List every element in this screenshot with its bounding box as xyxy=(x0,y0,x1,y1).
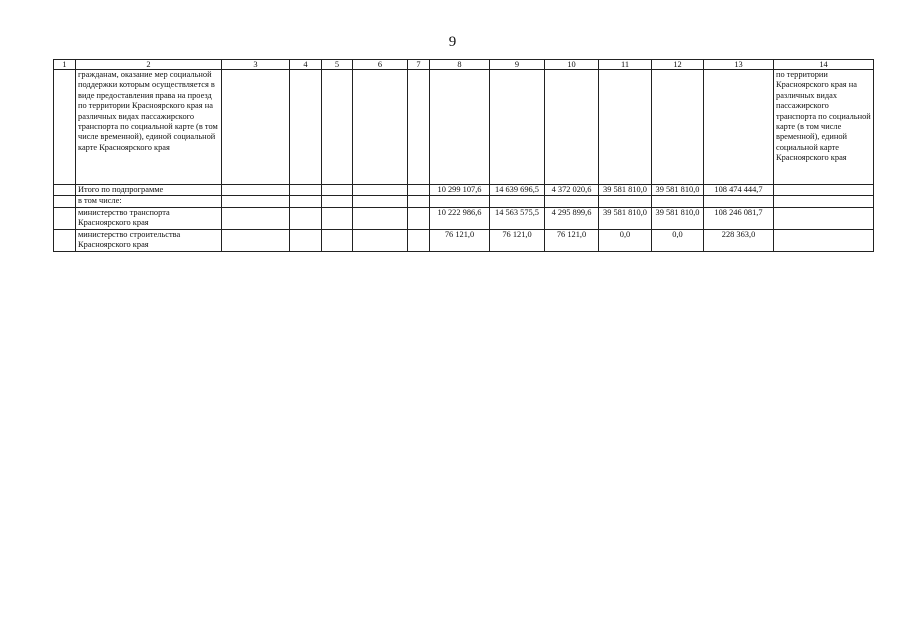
header-row xyxy=(54,60,874,70)
column-header-10: 10 xyxy=(545,60,599,70)
amount-cell: 4 372 020,6 xyxy=(545,185,599,196)
column-header-14: 14 xyxy=(774,60,874,70)
amount-cell: 76 121,0 xyxy=(490,229,545,251)
table-cell xyxy=(222,229,290,251)
row-label-cell: министерство строительства Красноярского края xyxy=(76,229,222,251)
table-cell xyxy=(408,207,430,229)
table-cell xyxy=(490,70,545,185)
table-cell xyxy=(774,185,874,196)
table-cell xyxy=(222,207,290,229)
amount-cell: 108 474 444,7 xyxy=(704,185,774,196)
amount-cell: 10 299 107,6 xyxy=(430,185,490,196)
table-cell xyxy=(545,70,599,185)
column-header-6: 6 xyxy=(353,60,408,70)
table-cell xyxy=(54,207,76,229)
table-cell xyxy=(290,70,322,185)
result-description-cell: по территории Красноярского края на различных видах пассажирского транспорта по социальной карте (в том числе временной), единой социальной карте Красноярского края xyxy=(774,70,874,185)
table-cell xyxy=(408,185,430,196)
page-number: 9 xyxy=(448,34,457,50)
table-cell xyxy=(490,196,545,207)
amount-cell: 76 121,0 xyxy=(545,229,599,251)
table-cell xyxy=(599,70,652,185)
table-row-ministry-construction xyxy=(54,229,874,251)
row-label-cell: Итого по подпрограмме xyxy=(76,185,222,196)
table-cell xyxy=(704,196,774,207)
table-cell xyxy=(430,196,490,207)
table-cell xyxy=(430,70,490,185)
table-cell xyxy=(322,70,353,185)
table-cell xyxy=(322,185,353,196)
amount-cell: 76 121,0 xyxy=(430,229,490,251)
column-header-11: 11 xyxy=(599,60,652,70)
table-cell xyxy=(774,196,874,207)
table-cell xyxy=(353,196,408,207)
column-header-1: 1 xyxy=(54,60,76,70)
amount-cell: 228 363,0 xyxy=(704,229,774,251)
table-cell xyxy=(322,229,353,251)
table-cell xyxy=(322,196,353,207)
column-header-12: 12 xyxy=(652,60,704,70)
table-cell xyxy=(54,196,76,207)
table-cell xyxy=(704,70,774,185)
amount-cell: 14 639 696,5 xyxy=(490,185,545,196)
table-cell xyxy=(54,185,76,196)
amount-cell: 0,0 xyxy=(652,229,704,251)
column-header-3: 3 xyxy=(222,60,290,70)
table-cell xyxy=(408,70,430,185)
table-cell xyxy=(353,207,408,229)
amount-cell: 39 581 810,0 xyxy=(652,207,704,229)
table-row-total xyxy=(54,185,874,196)
table-cell xyxy=(652,196,704,207)
column-header-8: 8 xyxy=(430,60,490,70)
column-header-5: 5 xyxy=(322,60,353,70)
amount-cell: 10 222 986,6 xyxy=(430,207,490,229)
table-cell xyxy=(353,70,408,185)
column-header-2: 2 xyxy=(76,60,222,70)
amount-cell: 14 563 575,5 xyxy=(490,207,545,229)
table-cell xyxy=(408,229,430,251)
table-cell xyxy=(545,196,599,207)
budget-table xyxy=(53,59,874,252)
amount-cell: 39 581 810,0 xyxy=(599,185,652,196)
column-header-7: 7 xyxy=(408,60,430,70)
amount-cell: 4 295 899,6 xyxy=(545,207,599,229)
description-cell: гражданам, оказание мер социальной поддержки которым осуществляется в виде предоставления права на проезд по территории Красноярского края на различных видах пассажирского транспорта по социальной карте (в том числе временной), единой социальной карте Красноярского края xyxy=(76,70,222,185)
table-row-description xyxy=(54,70,874,185)
table-cell xyxy=(322,207,353,229)
table-cell xyxy=(652,70,704,185)
table-cell xyxy=(353,229,408,251)
table-cell xyxy=(599,196,652,207)
row-label-cell: министерство транспорта Красноярского края xyxy=(76,207,222,229)
table-row-including xyxy=(54,196,874,207)
table-cell xyxy=(353,185,408,196)
amount-cell: 39 581 810,0 xyxy=(599,207,652,229)
table-cell xyxy=(290,207,322,229)
table-row-ministry-transport xyxy=(54,207,874,229)
amount-cell: 39 581 810,0 xyxy=(652,185,704,196)
column-header-4: 4 xyxy=(290,60,322,70)
amount-cell: 108 246 081,7 xyxy=(704,207,774,229)
table-cell xyxy=(222,196,290,207)
table-cell xyxy=(290,196,322,207)
table-cell xyxy=(222,70,290,185)
table-cell xyxy=(54,70,76,185)
table-cell xyxy=(290,185,322,196)
column-header-13: 13 xyxy=(704,60,774,70)
table-cell xyxy=(774,229,874,251)
amount-cell: 0,0 xyxy=(599,229,652,251)
table-cell xyxy=(222,185,290,196)
table-cell xyxy=(408,196,430,207)
column-header-9: 9 xyxy=(490,60,545,70)
table-cell xyxy=(290,229,322,251)
table-cell xyxy=(774,207,874,229)
row-label-cell: в том числе: xyxy=(76,196,222,207)
table-cell xyxy=(54,229,76,251)
